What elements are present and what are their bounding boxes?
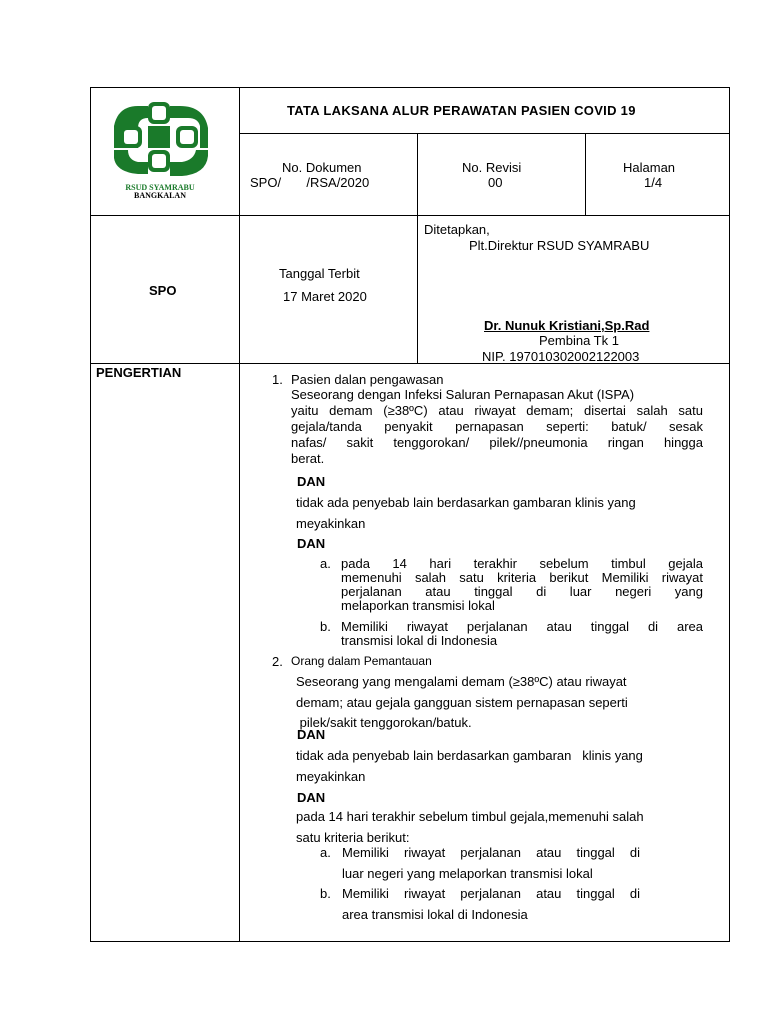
item1-a-letter: a. xyxy=(320,556,331,571)
item1-b-letter: b. xyxy=(320,619,331,634)
item1-line: gejala/tanda penyakit pernapasan seperti: batuk/ sesak xyxy=(291,419,703,434)
item1-a-line: perjalanan atau tinggal di luar negeri yang xyxy=(341,584,703,599)
item1-a-line: memenuhi salah satu kriteria berikut Memiliki riwayat xyxy=(341,570,703,585)
spo-label: SPO xyxy=(149,283,177,298)
col-divider-revisi xyxy=(417,133,418,363)
item2-extra-line: meyakinkan xyxy=(296,769,366,784)
item2-criteria-line: pada 14 hari terakhir sebelum timbul gejala,memenuhi salah xyxy=(296,809,644,824)
logo-city: BANGKALAN xyxy=(133,191,186,200)
director-title: Plt.Direktur RSUD SYAMRABU xyxy=(469,238,650,253)
row-divider-header xyxy=(90,215,730,216)
item1-line: nafas/ sakit tenggorokan/ pilek//pneumonia ringan hingga xyxy=(291,435,703,450)
item2-b-letter: b. xyxy=(320,886,331,901)
item1-a-line: pada 14 hari terakhir sebelum timbul gejala xyxy=(341,556,703,571)
dan-connector: DAN xyxy=(297,474,326,489)
issue-date-value: 17 Maret 2020 xyxy=(283,289,367,304)
dan-connector: DAN xyxy=(297,536,326,551)
revision-label: No. Revisi xyxy=(462,160,522,175)
item2-extra-line: tidak ada penyebab lain berdasarkan gambaran klinis yang xyxy=(296,748,643,763)
item1-title: Pasien dalan pengawasan xyxy=(291,372,444,387)
item2-number: 2. xyxy=(272,654,283,669)
doc-number-label: No. Dokumen xyxy=(282,160,362,175)
item2-a-letter: a. xyxy=(320,845,331,860)
item1-extra-line: tidak ada penyebab lain berdasarkan gambaran klinis yang xyxy=(296,495,636,510)
set-by-label: Ditetapkan, xyxy=(424,222,490,237)
signer-rank: Pembina Tk 1 xyxy=(539,333,619,348)
item2-criteria-line: satu kriteria berikut: xyxy=(296,830,410,845)
item2-a-line: luar negeri yang melaporkan transmisi lokal xyxy=(342,866,593,881)
dan-connector: DAN xyxy=(297,790,326,805)
item2-b-line: Memiliki riwayat perjalanan atau tinggal di xyxy=(342,886,640,901)
col-divider-halaman xyxy=(585,133,586,215)
item1-extra-line: meyakinkan xyxy=(296,516,366,531)
item1-number: 1. xyxy=(272,372,283,387)
page-value: 1/4 xyxy=(644,175,663,190)
issue-date-label: Tanggal Terbit xyxy=(279,266,360,281)
dan-connector: DAN xyxy=(297,727,326,742)
item2-b-line: area transmisi lokal di Indonesia xyxy=(342,907,528,922)
item1-line: yaitu demam (≥38ºC) atau riwayat demam; disertai salah satu xyxy=(291,403,703,418)
row-divider-title xyxy=(239,133,730,134)
item2-a-line: Memiliki riwayat perjalanan atau tinggal di xyxy=(342,845,640,860)
revision-value: 00 xyxy=(488,175,503,190)
item1-a-line: melaporkan transmisi lokal xyxy=(341,598,495,613)
document-title: TATA LAKSANA ALUR PERAWATAN PASIEN COVID 19 xyxy=(287,103,636,118)
item1-line: Seseorang dengan Infeksi Saluran Pernapasan Akut (ISPA) xyxy=(291,387,635,402)
item2-title: Orang dalam Pemantauan xyxy=(291,654,432,668)
item2-line: Seseorang yang mengalami demam (≥38ºC) atau riwayat xyxy=(296,674,627,689)
item1-b-line: transmisi lokal di Indonesia xyxy=(341,633,498,648)
item2-line: demam; atau gejala gangguan sistem pernapasan seperti xyxy=(296,695,628,710)
pengertian-label: PENGERTIAN xyxy=(96,365,182,380)
logo-name: RSUD SYAMRABU xyxy=(125,183,195,192)
item1-line: berat. xyxy=(291,451,325,466)
page-label: Halaman xyxy=(623,160,676,175)
item2-line: pilek/sakit tenggorokan/batuk. xyxy=(296,715,472,730)
item1-b-line: Memiliki riwayat perjalanan atau tinggal di area xyxy=(341,619,703,634)
signer-nip: NIP. 197010302002122003 xyxy=(482,349,640,364)
signer-name: Dr. Nunuk Kristiani,Sp.Rad xyxy=(484,318,650,333)
doc-number-value: SPO/ /RSA/2020 xyxy=(250,175,370,190)
